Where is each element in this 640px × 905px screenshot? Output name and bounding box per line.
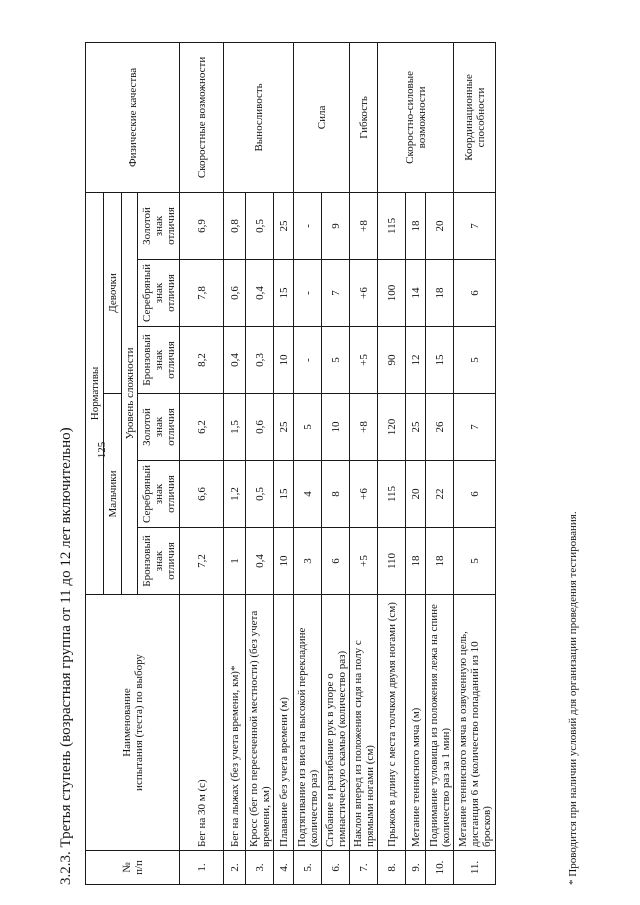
girls-silver-value: +6 [350,260,378,327]
girls-bronze-value: 90 [378,327,406,394]
boys-silver-value: 6 [454,461,496,528]
girls-silver-value: 6 [454,260,496,327]
header-girls-silver: Серебряный знак отличия [138,260,180,327]
girls-bronze-value: 5 [454,327,496,394]
girls-silver-value: 14 [406,260,426,327]
boys-bronze-value: +5 [350,528,378,595]
boys-silver-value: 4 [294,461,322,528]
girls-bronze-value: 15 [426,327,454,394]
test-name: Метание теннисного мяча в озвученную цель, дистанция 6 м (количество попаданий из 10 бросков) [454,595,496,851]
boys-silver-value: 0,5 [246,461,274,528]
header-number: № п/п [86,851,180,885]
section-title: 3.2.3. Третья ступень (возрастная группа от 11 до 12 лет включительно) [58,427,74,885]
quality-coordination: Координационные способности [454,42,496,192]
boys-gold-value: 5 [294,394,322,461]
boys-gold-value: 120 [378,394,406,461]
girls-bronze-value: +5 [350,327,378,394]
normatives-table [85,42,496,885]
boys-bronze-value: 7,2 [180,528,224,595]
quality-speed-strength: Скоростно-силовые возможности [378,42,454,192]
table-row [294,42,322,884]
test-name: Подтягивание из виса на высокой перекладине (количество раз) [294,595,322,851]
header-boys-bronze: Бронзовый знак отличия [138,528,180,595]
rotated-page-content [55,25,615,885]
girls-silver-value: - [294,260,322,327]
girls-bronze-value: - [294,327,322,394]
boys-silver-value: 15 [274,461,294,528]
row-number: 11. [454,851,496,885]
footnote: * Проводится при наличии условий для организации проведения тестирования. [567,511,579,885]
header-boys: Мальчики [104,394,122,595]
boys-bronze-value: 5 [454,528,496,595]
table-row [180,42,224,884]
girls-silver-value: 7,8 [180,260,224,327]
test-name: Наклон вперед из положения сидя на полу с прямыми ногами (см) [350,595,378,851]
row-number: 8. [378,851,406,885]
boys-gold-value: 1,5 [224,394,246,461]
boys-gold-value: 10 [322,394,350,461]
girls-bronze-value: 0,3 [246,327,274,394]
boys-bronze-value: 110 [378,528,406,595]
girls-gold-value: 18 [406,192,426,259]
table-row [378,42,406,884]
boys-bronze-value: 6 [322,528,350,595]
table-row [224,42,246,884]
girls-silver-value: 15 [274,260,294,327]
boys-bronze-value: 0,4 [246,528,274,595]
header-physical-qualities: Физические качества [86,42,180,192]
boys-gold-value: 25 [274,394,294,461]
boys-silver-value: 8 [322,461,350,528]
test-name: Прыжок в длину с места толчком двумя ногами (см) [378,595,406,851]
girls-bronze-value: 8,2 [180,327,224,394]
row-number: 6. [322,851,350,885]
boys-bronze-value: 3 [294,528,322,595]
girls-gold-value: 115 [378,192,406,259]
header-girls-bronze: Бронзовый знак отличия [138,327,180,394]
row-number: 10. [426,851,454,885]
test-name: Сгибание и разгибание рук в упоре о гимнастическую скамью (количество раз) [322,595,350,851]
header-girls-gold: Золотой знак отличия [138,192,180,259]
girls-gold-value: +8 [350,192,378,259]
header-boys-silver: Серебряный знак отличия [138,461,180,528]
girls-silver-value: 0,6 [224,260,246,327]
girls-bronze-value: 5 [322,327,350,394]
boys-silver-value: 1,2 [224,461,246,528]
quality-speed: Скоростные возможности [180,42,224,192]
boys-bronze-value: 10 [274,528,294,595]
table-row [350,42,378,884]
quality-strength: Сила [294,42,350,192]
girls-silver-value: 100 [378,260,406,327]
boys-silver-value: 22 [426,461,454,528]
row-number: 2. [224,851,246,885]
girls-gold-value: 20 [426,192,454,259]
boys-silver-value: 6,6 [180,461,224,528]
boys-gold-value: 0,6 [246,394,274,461]
test-name: Кросс (бег по пересеченной местности) (без учета времени, км) [246,595,274,851]
girls-silver-value: 7 [322,260,350,327]
row-number: 3. [246,851,274,885]
girls-gold-value: 0,8 [224,192,246,259]
header-boys-gold: Золотой знак отличия [138,394,180,461]
header-test-name: Наименование испытания (теста) по выбору [86,595,180,851]
row-number: 1. [180,851,224,885]
boys-bronze-value: 1 [224,528,246,595]
boys-gold-value: +8 [350,394,378,461]
test-name: Метание теннисного мяча (м) [406,595,426,851]
quality-flexibility: Гибкость [350,42,378,192]
test-name: Плавание без учета времени (м) [274,595,294,851]
boys-gold-value: 25 [406,394,426,461]
quality-endurance: Выносливость [224,42,294,192]
header-girls: Девочки [104,192,122,393]
row-number: 9. [406,851,426,885]
girls-gold-value: - [294,192,322,259]
boys-silver-value: +6 [350,461,378,528]
row-number: 4. [274,851,294,885]
test-name: Бег на 30 м (с) [180,595,224,851]
row-number: 7. [350,851,378,885]
boys-bronze-value: 18 [426,528,454,595]
row-number: 5. [294,851,322,885]
girls-gold-value: 0,5 [246,192,274,259]
boys-bronze-value: 18 [406,528,426,595]
test-name: Бег на лыжах (без учета времени, км)* [224,595,246,851]
boys-silver-value: 20 [406,461,426,528]
girls-gold-value: 25 [274,192,294,259]
test-name: Поднимание туловища из положения лежа на спине (количество раз за 1 мин) [426,595,454,851]
boys-gold-value: 7 [454,394,496,461]
table-row [454,42,496,884]
header-normatives: Нормативы [86,192,104,594]
girls-gold-value: 6,9 [180,192,224,259]
girls-gold-value: 7 [454,192,496,259]
girls-bronze-value: 0,4 [224,327,246,394]
girls-bronze-value: 10 [274,327,294,394]
girls-silver-value: 0,4 [246,260,274,327]
girls-bronze-value: 12 [406,327,426,394]
girls-gold-value: 9 [322,192,350,259]
header-difficulty-level: Уровень сложности [122,192,138,594]
boys-gold-value: 26 [426,394,454,461]
boys-silver-value: 115 [378,461,406,528]
boys-gold-value: 6,2 [180,394,224,461]
page-number: 125 [96,441,108,459]
girls-silver-value: 18 [426,260,454,327]
